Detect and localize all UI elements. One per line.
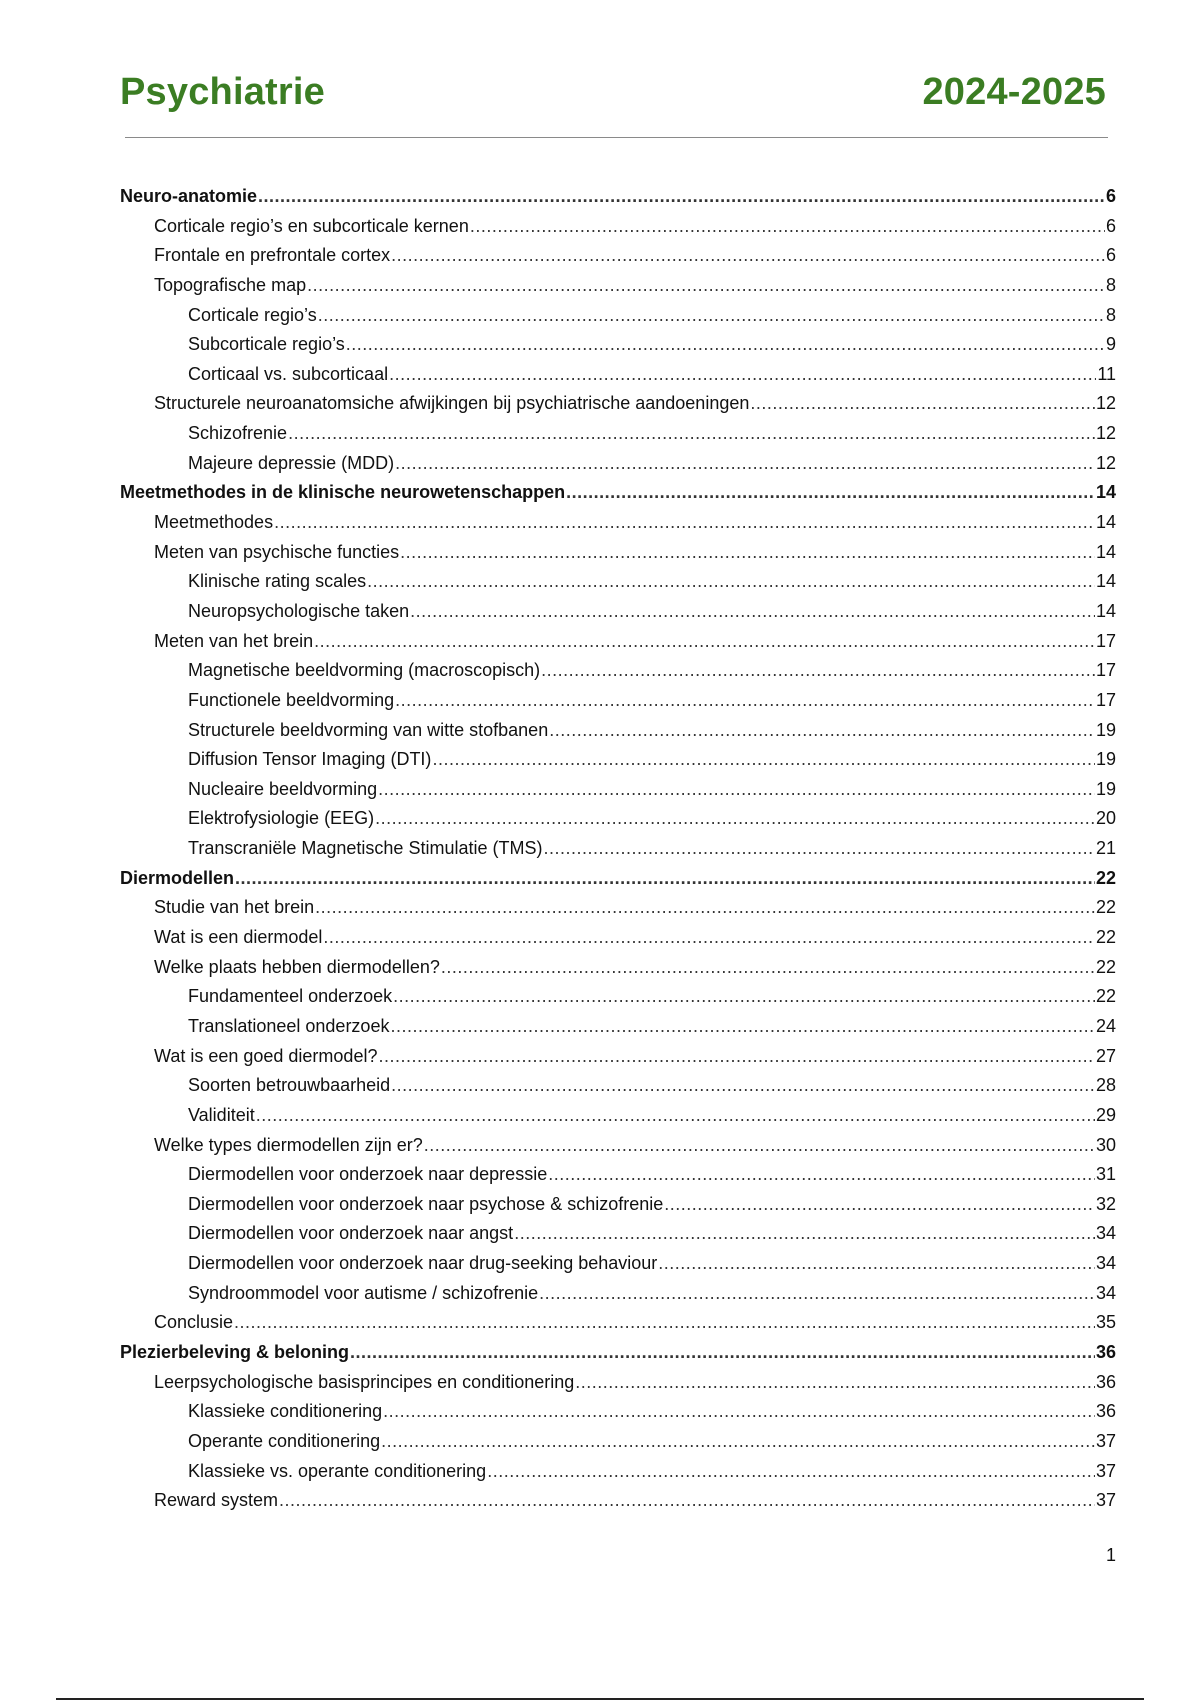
toc-dot-leader	[658, 1249, 1095, 1279]
toc-entry-level-3[interactable]	[120, 1160, 1116, 1190]
toc-entry-level-3[interactable]	[120, 775, 1116, 805]
toc-entry-level-2[interactable]	[120, 508, 1116, 538]
toc-dot-leader	[487, 1457, 1095, 1487]
toc-entry-page: 14	[1095, 482, 1116, 503]
toc-entry-page: 9	[1105, 334, 1116, 355]
toc-entry-level-2[interactable]	[120, 538, 1116, 568]
toc-entry-page: 8	[1105, 274, 1116, 295]
toc-entry-page: 19	[1095, 749, 1116, 770]
toc-dot-leader	[395, 686, 1095, 716]
toc-entry-page: 31	[1095, 1164, 1116, 1185]
toc-dot-leader	[375, 804, 1095, 834]
toc-entry-label: Topografische map	[154, 274, 307, 295]
toc-entry-page: 37	[1095, 1460, 1116, 1481]
toc-dot-leader	[549, 716, 1095, 746]
toc-entry-label: Meetmethodes	[154, 512, 274, 533]
toc-dot-leader	[441, 953, 1095, 983]
toc-entry-label: Schizofrenie	[188, 423, 288, 444]
toc-entry-level-2[interactable]	[120, 627, 1116, 657]
toc-dot-leader	[315, 893, 1095, 923]
toc-dot-leader	[288, 419, 1095, 449]
toc-entry-level-3[interactable]	[120, 686, 1116, 716]
toc-entry-level-3[interactable]	[120, 449, 1116, 479]
toc-dot-leader	[378, 775, 1095, 805]
toc-entry-level-3[interactable]	[120, 567, 1116, 597]
toc-dot-leader	[279, 1486, 1095, 1516]
toc-entry-label: Meten van het brein	[154, 630, 314, 651]
toc-entry-level-2[interactable]	[120, 893, 1116, 923]
toc-dot-leader	[575, 1368, 1095, 1398]
toc-entry-label: Corticaal vs. subcorticaal	[188, 363, 389, 384]
toc-entry-page: 17	[1095, 689, 1116, 710]
toc-dot-leader	[350, 1338, 1095, 1368]
toc-entry-label: Diermodellen	[120, 867, 235, 888]
toc-dot-leader	[234, 1308, 1095, 1338]
toc-entry-level-2[interactable]	[120, 1131, 1116, 1161]
toc-entry-page: 36	[1095, 1401, 1116, 1422]
toc-entry-page: 28	[1095, 1075, 1116, 1096]
toc-entry-level-3[interactable]	[120, 804, 1116, 834]
toc-dot-leader	[256, 1101, 1095, 1131]
toc-dot-leader	[367, 567, 1095, 597]
toc-entry-level-2[interactable]	[120, 271, 1116, 301]
toc-entry-label: Majeure depressie (MDD)	[188, 452, 395, 473]
toc-entry-page: 11	[1097, 363, 1116, 384]
toc-dot-leader	[548, 1160, 1095, 1190]
toc-entry-page: 6	[1105, 186, 1116, 206]
toc-entry-label: Diermodellen voor onderzoek naar psychose & schizofrenie	[188, 1193, 664, 1214]
toc-entry-page: 8	[1105, 304, 1116, 325]
toc-dot-leader	[274, 508, 1095, 538]
toc-entry-page: 34	[1095, 1282, 1116, 1303]
toc-entry-page: 12	[1095, 452, 1116, 473]
toc-entry-page: 22	[1095, 956, 1116, 977]
toc-dot-leader	[307, 271, 1105, 301]
toc-entry-level-3[interactable]	[120, 1190, 1116, 1220]
toc-entry-label: Plezierbeleving & beloning	[120, 1341, 350, 1362]
toc-entry-label: Conclusie	[154, 1312, 234, 1333]
toc-entry-label: Diffusion Tensor Imaging (DTI)	[188, 749, 432, 770]
toc-dot-leader	[541, 656, 1095, 686]
toc-entry-level-3[interactable]	[120, 1101, 1116, 1131]
table-of-contents	[120, 182, 1116, 1516]
toc-entry-label: Translationeel onderzoek	[188, 1015, 390, 1036]
toc-dot-leader	[566, 478, 1095, 508]
toc-entry-level-1[interactable]	[120, 478, 1116, 508]
toc-entry-label: Meten van psychische functies	[154, 541, 400, 562]
toc-entry-page: 20	[1095, 808, 1116, 829]
toc-entry-level-3[interactable]	[120, 745, 1116, 775]
toc-entry-level-3[interactable]	[120, 1012, 1116, 1042]
toc-entry-page: 37	[1095, 1490, 1116, 1511]
toc-entry-page: 22	[1095, 927, 1116, 948]
toc-entry-label: Corticale regio’s	[188, 304, 317, 325]
toc-dot-leader	[424, 1131, 1095, 1161]
toc-entry-label: Frontale en prefrontale cortex	[154, 245, 391, 266]
toc-entry-page: 12	[1095, 393, 1116, 414]
toc-entry-page: 6	[1105, 245, 1116, 266]
header-divider	[125, 137, 1108, 138]
toc-dot-leader	[391, 241, 1105, 271]
toc-entry-level-3[interactable]	[120, 1279, 1116, 1309]
toc-dot-leader	[664, 1190, 1095, 1220]
toc-dot-leader	[383, 1397, 1095, 1427]
toc-entry-page: 14	[1095, 571, 1116, 592]
toc-entry-label: Validiteit	[188, 1104, 255, 1125]
toc-dot-leader	[346, 330, 1105, 360]
document-title: Psychiatrie	[120, 70, 325, 113]
toc-dot-leader	[314, 627, 1095, 657]
toc-entry-page: 29	[1095, 1104, 1116, 1125]
toc-entry-page: 22	[1095, 867, 1116, 888]
toc-entry-page: 27	[1095, 1045, 1116, 1066]
toc-entry-level-2[interactable]	[120, 241, 1116, 271]
toc-entry-label: Structurele neuroanatomsiche afwijkingen bij psychiatrische aandoeningen	[154, 393, 750, 414]
toc-dot-leader	[432, 745, 1095, 775]
page-number: 1	[1105, 1545, 1116, 1565]
toc-entry-page: 35	[1095, 1312, 1116, 1333]
toc-entry-page: 32	[1095, 1193, 1116, 1214]
toc-entry-level-3[interactable]	[120, 330, 1116, 360]
toc-entry-page: 17	[1095, 660, 1116, 681]
toc-entry-label: Operante conditionering	[188, 1430, 381, 1451]
toc-entry-page: 19	[1095, 778, 1116, 799]
toc-entry-level-3[interactable]	[120, 419, 1116, 449]
toc-entry-label: Diermodellen voor onderzoek naar drug-seeking behaviour	[188, 1253, 658, 1274]
toc-dot-leader	[235, 864, 1095, 894]
toc-entry-label: Fundamenteel onderzoek	[188, 986, 393, 1007]
toc-entry-page: 22	[1095, 986, 1116, 1007]
toc-entry-page: 21	[1095, 838, 1116, 859]
toc-entry-label: Syndroommodel voor autisme / schizofrenie	[188, 1282, 539, 1303]
toc-dot-leader	[470, 212, 1105, 242]
toc-entry-level-3[interactable]	[120, 360, 1116, 390]
toc-dot-leader	[539, 1279, 1095, 1309]
toc-dot-leader	[750, 389, 1095, 419]
toc-dot-leader	[378, 1042, 1095, 1072]
toc-dot-leader	[543, 834, 1095, 864]
toc-entry-level-2[interactable]	[120, 923, 1116, 953]
toc-dot-leader	[391, 1071, 1095, 1101]
toc-entry-level-3[interactable]	[120, 834, 1116, 864]
toc-dot-leader	[258, 182, 1105, 212]
toc-entry-page: 14	[1095, 600, 1116, 621]
toc-entry-level-3[interactable]	[120, 1219, 1116, 1249]
toc-entry-level-3[interactable]	[120, 1457, 1116, 1487]
toc-dot-leader	[390, 1012, 1095, 1042]
toc-entry-page: 37	[1095, 1430, 1116, 1451]
toc-entry-label: Klassieke vs. operante conditionering	[188, 1460, 487, 1481]
toc-entry-label: Magnetische beeldvorming (macroscopisch)	[188, 660, 541, 681]
toc-entry-label: Nucleaire beeldvorming	[188, 778, 378, 799]
toc-dot-leader	[323, 923, 1095, 953]
toc-dot-leader	[393, 982, 1095, 1012]
toc-entry-page: 24	[1095, 1015, 1116, 1036]
toc-entry-label: Diermodellen voor onderzoek naar depressie	[188, 1164, 548, 1185]
toc-entry-page: 14	[1095, 512, 1116, 533]
toc-entry-page: 19	[1095, 719, 1116, 740]
toc-entry-page: 6	[1105, 215, 1116, 236]
toc-entry-level-1[interactable]	[120, 182, 1116, 212]
toc-entry-level-1[interactable]	[120, 1338, 1116, 1368]
toc-entry-label: Elektrofysiologie (EEG)	[188, 808, 375, 829]
toc-entry-level-2[interactable]	[120, 1486, 1116, 1516]
toc-entry-level-2[interactable]	[120, 389, 1116, 419]
toc-entry-label: Structurele beeldvorming van witte stofbanen	[188, 719, 549, 740]
toc-entry-level-3[interactable]	[120, 597, 1116, 627]
toc-dot-leader	[318, 301, 1105, 331]
toc-entry-label: Wat is een diermodel	[154, 927, 323, 948]
toc-dot-leader	[410, 597, 1095, 627]
toc-entry-page: 34	[1095, 1223, 1116, 1244]
toc-entry-page: 30	[1095, 1134, 1116, 1155]
toc-entry-label: Reward system	[154, 1490, 279, 1511]
toc-entry-label: Diermodellen voor onderzoek naar angst	[188, 1223, 514, 1244]
toc-entry-level-3[interactable]	[120, 656, 1116, 686]
toc-entry-level-2[interactable]	[120, 1368, 1116, 1398]
toc-entry-page: 12	[1095, 423, 1116, 444]
toc-entry-page: 36	[1095, 1371, 1116, 1392]
toc-entry-label: Welke types diermodellen zijn er?	[154, 1134, 423, 1155]
toc-entry-label: Studie van het brein	[154, 897, 315, 918]
toc-dot-leader	[400, 538, 1095, 568]
toc-entry-level-2[interactable]	[120, 953, 1116, 983]
toc-entry-label: Welke plaats hebben diermodellen?	[154, 956, 440, 977]
toc-dot-leader	[514, 1219, 1095, 1249]
toc-dot-leader	[395, 449, 1095, 479]
toc-entry-page: 17	[1095, 630, 1116, 651]
toc-dot-leader	[389, 360, 1096, 390]
toc-entry-label: Meetmethodes in de klinische neurowetenschappen	[120, 482, 566, 503]
toc-entry-level-3[interactable]	[120, 301, 1116, 331]
toc-entry-page: 36	[1095, 1341, 1116, 1362]
toc-entry-level-2[interactable]	[120, 1308, 1116, 1338]
academic-year: 2024-2025	[922, 70, 1106, 113]
toc-entry-label: Subcorticale regio’s	[188, 334, 345, 355]
toc-entry-label: Neuropsychologische taken	[188, 600, 410, 621]
toc-entry-level-2[interactable]	[120, 212, 1116, 242]
toc-entry-label: Soorten betrouwbaarheid	[188, 1075, 391, 1096]
toc-entry-page: 22	[1095, 897, 1116, 918]
toc-entry-level-3[interactable]	[120, 1071, 1116, 1101]
toc-dot-leader	[381, 1427, 1095, 1457]
toc-entry-label: Klassieke conditionering	[188, 1401, 383, 1422]
toc-entry-level-3[interactable]	[120, 716, 1116, 746]
toc-entry-level-2[interactable]	[120, 1042, 1116, 1072]
toc-entry-label: Neuro-anatomie	[120, 186, 258, 206]
toc-entry-label: Functionele beeldvorming	[188, 689, 395, 710]
page-header	[120, 62, 1106, 122]
toc-entry-level-3[interactable]	[120, 1249, 1116, 1279]
toc-entry-label: Wat is een goed diermodel?	[154, 1045, 378, 1066]
toc-entry-label: Transcraniële Magnetische Stimulatie (TMS)	[188, 838, 543, 859]
toc-entry-level-3[interactable]	[120, 982, 1116, 1012]
toc-entry-label: Corticale regio’s en subcorticale kernen	[154, 215, 469, 236]
toc-entry-label: Klinische rating scales	[188, 571, 367, 592]
toc-entry-level-1[interactable]	[120, 864, 1116, 894]
toc-entry-page: 34	[1095, 1253, 1116, 1274]
toc-entry-level-3[interactable]	[120, 1427, 1116, 1457]
toc-entry-label: Leerpsychologische basisprincipes en conditionering	[154, 1371, 575, 1392]
toc-entry-level-3[interactable]	[120, 1397, 1116, 1427]
toc-entry-page: 14	[1095, 541, 1116, 562]
